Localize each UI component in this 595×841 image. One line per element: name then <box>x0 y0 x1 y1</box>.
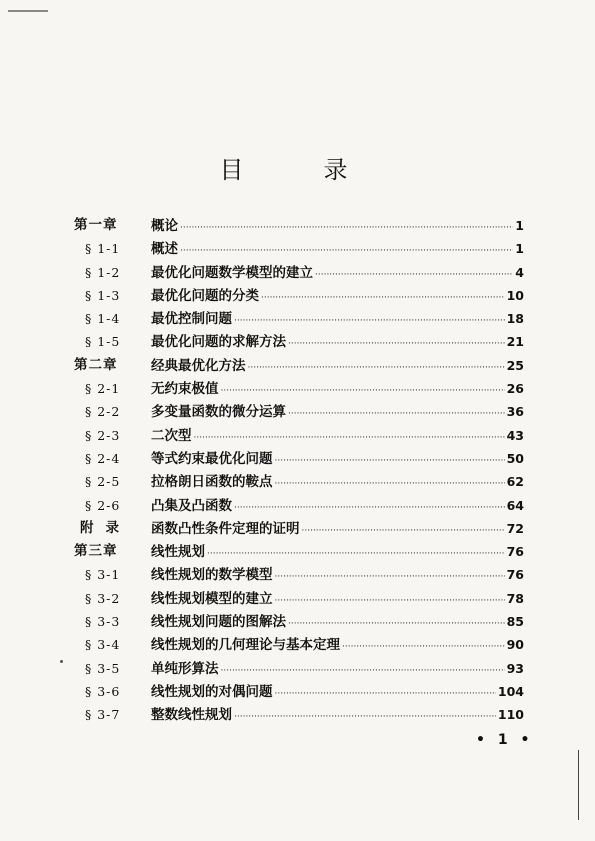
toc-entry-line <box>151 517 524 541</box>
toc-entry-label: § 1-1 <box>85 241 121 257</box>
toc-entry-line <box>151 354 524 378</box>
toc-entry-label: § 3-3 <box>85 614 121 630</box>
toc-leader-dots <box>275 588 505 611</box>
toc-entry-label: § 1-3 <box>85 287 121 303</box>
toc-entry-line <box>151 540 524 564</box>
toc-entry-label: § 2-3 <box>85 427 121 443</box>
toc-entry-title: 线性规划的几何理论与基本定理 <box>151 637 340 654</box>
toc-entry-line <box>151 377 524 401</box>
toc-entry-title: 二次型 <box>151 427 192 444</box>
toc-entry-title: 凸集及凸函数 <box>151 497 232 514</box>
toc-entry[interactable] <box>74 703 524 726</box>
toc-entry-page: 93 <box>506 660 524 676</box>
toc-entry-label: § 3-5 <box>85 660 121 676</box>
toc-entry-title: 最优化问题的分类 <box>151 287 259 304</box>
toc-entry-title: 经典最优化方法 <box>151 357 246 374</box>
toc-entry-title: 等式约束最优化问题 <box>151 450 273 467</box>
scan-speck <box>60 660 63 663</box>
toc-entry-title: 最优控制问题 <box>151 311 232 328</box>
toc-entry[interactable] <box>74 261 524 284</box>
toc-entry-title: 拉格朗日函数的鞍点 <box>151 474 273 491</box>
toc-entry[interactable] <box>74 330 524 353</box>
toc-leader-dots <box>248 355 505 378</box>
toc-entry-line <box>151 610 524 634</box>
toc-entry-title: 概论 <box>151 218 178 234</box>
toc-leader-dots <box>234 495 505 518</box>
toc-entry-page: 104 <box>497 683 524 699</box>
toc-leader-dots <box>221 658 505 681</box>
toc-leader-dots <box>288 331 505 354</box>
toc-entry-page: 50 <box>506 450 524 466</box>
toc-entry-label: § 2-2 <box>85 404 121 420</box>
toc-entry-line <box>151 494 524 518</box>
toc-entry-page: 26 <box>506 381 524 397</box>
scan-speck <box>578 750 579 820</box>
toc-entry-title: 线性规划模型的建立 <box>151 590 273 607</box>
toc-entry[interactable] <box>74 610 524 633</box>
toc-entry-line <box>151 330 524 354</box>
toc-entry-label: 附录 <box>80 519 131 536</box>
toc-entry-line <box>151 703 524 727</box>
toc-entry-label: § 1-4 <box>85 311 121 327</box>
table-of-contents <box>74 214 524 727</box>
toc-entry-page: 36 <box>506 404 524 420</box>
toc-leader-dots <box>288 401 505 424</box>
toc-entry-label: § 3-6 <box>85 683 121 699</box>
toc-entry-title: 多变量函数的微分运算 <box>151 404 286 421</box>
toc-entry-line <box>151 447 524 471</box>
toc-entry-line <box>151 563 524 587</box>
toc-entry-title: 概述 <box>151 241 178 258</box>
toc-entry-line <box>151 400 524 424</box>
toc-entry[interactable] <box>74 307 524 330</box>
toc-entry-label: 第一章 <box>74 217 118 233</box>
toc-entry[interactable] <box>74 563 524 586</box>
toc-leader-dots <box>261 285 505 308</box>
toc-entry-label: § 3-7 <box>85 707 121 723</box>
toc-entry-page: 85 <box>506 614 524 630</box>
toc-entry-title: 单纯形算法 <box>151 660 219 677</box>
toc-entry[interactable] <box>74 587 524 610</box>
toc-entry-line <box>151 657 524 681</box>
page-number: • 1 • <box>476 732 534 748</box>
toc-entry[interactable] <box>74 447 524 470</box>
toc-entry-line <box>151 587 524 611</box>
toc-leader-dots <box>234 704 496 727</box>
toc-entry-title: 函数凸性条件定理的证明 <box>151 520 300 537</box>
toc-entry-page: 25 <box>506 357 524 373</box>
toc-entry-line <box>151 424 524 448</box>
toc-entry-page: 76 <box>506 567 524 583</box>
toc-entry-label: § 1-5 <box>85 334 121 350</box>
toc-entry-page: 1 <box>515 218 524 233</box>
toc-entry-page: 1 <box>515 241 524 257</box>
toc-entry[interactable] <box>74 237 524 260</box>
page-title: 目 录 <box>219 156 376 184</box>
toc-entry-label: § 3-2 <box>85 590 121 606</box>
toc-entry-title: 无约束极值 <box>151 381 219 398</box>
toc-entry-label: § 3-1 <box>85 567 121 583</box>
scan-speck <box>8 10 48 12</box>
toc-entry-page: 62 <box>506 474 524 490</box>
toc-leader-dots <box>288 611 505 634</box>
toc-leader-dots <box>194 425 505 448</box>
toc-entry[interactable] <box>74 470 524 493</box>
toc-entry-title: 线性规划的数学模型 <box>151 567 273 584</box>
toc-entry[interactable] <box>74 377 524 400</box>
toc-leader-dots <box>342 634 505 657</box>
toc-entry-label: 第三章 <box>74 543 118 560</box>
toc-entry[interactable] <box>74 657 524 680</box>
toc-leader-dots <box>275 564 505 587</box>
toc-entry-line <box>151 237 524 261</box>
toc-entry-page: 18 <box>506 311 524 327</box>
toc-leader-dots <box>315 262 513 285</box>
toc-leader-dots <box>180 238 513 261</box>
toc-entry[interactable] <box>74 424 524 447</box>
toc-entry-page: 10 <box>506 287 524 303</box>
toc-entry[interactable] <box>74 540 524 563</box>
toc-leader-dots <box>207 541 505 564</box>
toc-entry[interactable] <box>74 354 524 377</box>
toc-entry[interactable] <box>74 284 524 307</box>
toc-entry[interactable] <box>74 494 524 517</box>
toc-entry-label: § 2-6 <box>85 497 121 513</box>
toc-entry-page: 78 <box>506 590 524 606</box>
toc-entry-line <box>151 680 524 704</box>
toc-entry-page: 43 <box>506 427 524 443</box>
toc-leader-dots <box>221 378 505 401</box>
toc-entry-page: 64 <box>506 497 524 513</box>
toc-entry[interactable] <box>74 633 524 656</box>
toc-entry-label: 第二章 <box>74 356 118 373</box>
toc-entry-label: § 2-5 <box>85 474 121 490</box>
toc-leader-dots <box>275 681 496 704</box>
toc-entry-title: 整数线性规划 <box>151 707 232 724</box>
toc-entry[interactable] <box>74 214 524 237</box>
toc-entry[interactable] <box>74 400 524 423</box>
toc-entry-page: 21 <box>506 334 524 350</box>
toc-entry-line <box>151 307 524 331</box>
toc-entry-label: § 2-1 <box>85 381 121 397</box>
toc-leader-dots <box>275 448 505 471</box>
toc-entry[interactable] <box>74 517 524 540</box>
toc-entry[interactable] <box>74 680 524 703</box>
toc-entry-page: 72 <box>506 520 524 536</box>
toc-entry-title: 线性规划的对偶问题 <box>151 683 273 700</box>
toc-entry-line <box>151 214 524 238</box>
toc-leader-dots <box>180 215 513 238</box>
toc-leader-dots <box>234 308 505 331</box>
toc-entry-line <box>151 633 524 657</box>
toc-entry-title: 最优化问题的求解方法 <box>151 334 286 351</box>
toc-entry-title: 最优化问题数学模型的建立 <box>151 264 313 281</box>
toc-entry-page: 90 <box>506 637 524 653</box>
toc-entry-label: § 2-4 <box>85 450 121 466</box>
toc-leader-dots <box>302 518 505 541</box>
toc-entry-title: 线性规划 <box>151 544 205 561</box>
toc-entry-page: 4 <box>515 264 524 280</box>
toc-entry-page: 110 <box>497 707 524 723</box>
toc-entry-line <box>151 470 524 494</box>
toc-leader-dots <box>275 471 505 494</box>
toc-entry-label: § 1-2 <box>85 264 121 280</box>
toc-entry-title: 线性规划问题的图解法 <box>151 614 286 631</box>
toc-entry-line <box>151 261 524 285</box>
toc-entry-label: § 3-4 <box>85 637 121 653</box>
toc-entry-page: 76 <box>506 544 524 560</box>
toc-entry-line <box>151 284 524 308</box>
